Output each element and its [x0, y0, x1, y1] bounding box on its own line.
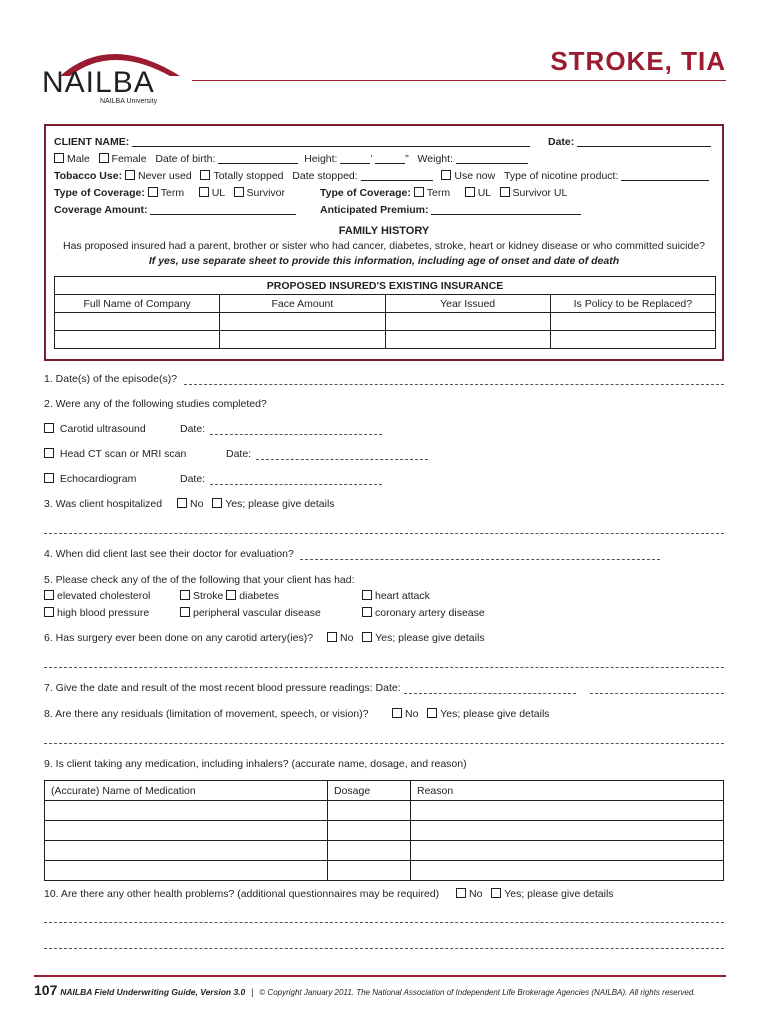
- term2-checkbox[interactable]: [414, 187, 424, 197]
- client-name-label: CLIENT NAME:: [54, 136, 130, 148]
- cell[interactable]: [55, 331, 220, 349]
- survivor-ul-checkbox[interactable]: [500, 187, 510, 197]
- carotid-label: Carotid ultrasound: [59, 423, 146, 435]
- q2-label: 2. Were any of the following studies completed?: [44, 398, 267, 410]
- cell[interactable]: [550, 331, 715, 349]
- echo-date-label: Date:: [180, 473, 206, 485]
- height-in-mark: ”: [405, 153, 409, 165]
- q6-yes-checkbox[interactable]: [362, 632, 372, 642]
- female-label: Female: [111, 153, 147, 165]
- use-now-label: Use now: [454, 170, 496, 182]
- q7-label: 7. Give the date and result of the most recent blood pressure readings: Date:: [44, 682, 401, 694]
- totally-stopped-label: Totally stopped: [213, 170, 284, 182]
- header-year-issued: Year Issued: [385, 295, 550, 313]
- nicotine-type-field[interactable]: [621, 170, 709, 181]
- logo-subtext: NAILBA University: [100, 98, 158, 105]
- cell[interactable]: [45, 801, 328, 821]
- stroke-row: [180, 590, 279, 602]
- client-name-row: [54, 136, 530, 148]
- logo-text: NAILBA: [42, 66, 155, 99]
- tobacco-label: Tobacco Use:: [54, 170, 123, 182]
- heart-attack-row: [362, 590, 430, 602]
- carotid-date-row: [180, 423, 205, 435]
- hbp-row: [44, 607, 149, 619]
- echo-row: [44, 473, 136, 485]
- date-row: [548, 136, 711, 148]
- head-ct-date-row: [226, 448, 251, 460]
- tobacco-row: [54, 170, 709, 182]
- height-ft-mark: ’: [370, 153, 373, 165]
- footer-copyright: © Copyright January 2011. The National Association of Independent Life Brokerage Agencies (NAILBA). All rights reserved.: [259, 988, 696, 997]
- existing-insurance-title: PROPOSED INSURED'S EXISTING INSURANCE: [55, 277, 716, 295]
- q3-details-line[interactable]: [44, 533, 724, 534]
- coverage-type-row-1: [54, 187, 285, 199]
- date-stopped-field[interactable]: [361, 170, 433, 181]
- elev-chol-row: [44, 590, 150, 602]
- existing-insurance-table: [54, 276, 716, 349]
- echo-date-row: [180, 473, 205, 485]
- q8-yes-label: Yes; please give details: [440, 708, 550, 720]
- q3-options: [177, 498, 335, 510]
- diabetes-checkbox[interactable]: [226, 590, 236, 600]
- cell[interactable]: [328, 801, 411, 821]
- q3-yes-checkbox[interactable]: [212, 498, 222, 508]
- table-row: [55, 331, 716, 349]
- weight-field[interactable]: [456, 153, 528, 164]
- heart-attack-label: heart attack: [375, 590, 430, 602]
- head-ct-checkbox[interactable]: [44, 448, 54, 458]
- family-history-title: FAMILY HISTORY: [338, 225, 430, 237]
- cell[interactable]: [220, 313, 385, 331]
- family-history-note: If yes, use separate sheet to provide this information, including age of onset and date of death: [148, 255, 620, 267]
- elev-chol-checkbox[interactable]: [44, 590, 54, 600]
- page-number: 107: [34, 982, 58, 998]
- header-replaced: Is Policy to be Replaced?: [550, 295, 715, 313]
- family-history-question: Has proposed insured had a parent, brother or sister who had cancer, diabetes, stroke, heart or kidney disease or who committed suicide?: [62, 240, 706, 252]
- q10-yes-checkbox[interactable]: [491, 888, 501, 898]
- ul-label: UL: [211, 187, 225, 199]
- cell[interactable]: [45, 861, 328, 881]
- height-in-field[interactable]: [375, 153, 405, 164]
- logo: [40, 38, 190, 108]
- echo-label: Echocardiogram: [59, 473, 137, 485]
- echo-date-field[interactable]: [210, 484, 382, 485]
- q8-label: 8. Are there any residuals (limitation of movement, speech, or vision)?: [44, 708, 369, 720]
- cell[interactable]: [45, 821, 328, 841]
- q3-no-label: No: [190, 498, 204, 510]
- q10-label: 10. Are there any other health problems? (additional questionnaires may be required): [44, 888, 440, 900]
- stroke-checkbox[interactable]: [180, 590, 190, 600]
- hbp-checkbox[interactable]: [44, 607, 54, 617]
- header-reason: Reason: [411, 781, 724, 801]
- q1-row: [44, 373, 177, 385]
- footer: [34, 982, 696, 998]
- weight-label: Weight:: [417, 153, 453, 165]
- q7-date-field[interactable]: [404, 693, 576, 694]
- survivor-ul-label: Survivor UL: [512, 187, 568, 199]
- coverage-amount-label: Coverage Amount:: [54, 204, 148, 216]
- header-rule: [192, 80, 726, 81]
- cad-row: [362, 607, 485, 619]
- cell[interactable]: [411, 821, 724, 841]
- cell[interactable]: [220, 331, 385, 349]
- cad-checkbox[interactable]: [362, 607, 372, 617]
- footer-rule: [34, 975, 726, 977]
- ul2-checkbox[interactable]: [465, 187, 475, 197]
- pvd-label: peripheral vascular disease: [193, 607, 321, 619]
- header-medication-name: (Accurate) Name of Medication: [45, 781, 328, 801]
- use-now-checkbox[interactable]: [441, 170, 451, 180]
- table-row: [45, 861, 724, 881]
- date-stopped-label: Date stopped:: [292, 170, 358, 182]
- header-company: Full Name of Company: [55, 295, 220, 313]
- date-label: Date:: [548, 136, 575, 148]
- table-row: [45, 821, 724, 841]
- footer-separator: |: [251, 987, 254, 997]
- totally-stopped-checkbox[interactable]: [200, 170, 210, 180]
- coverage-type-label-2: Type of Coverage:: [320, 187, 411, 199]
- survivor-checkbox[interactable]: [234, 187, 244, 197]
- q8-no-label: No: [405, 708, 419, 720]
- q3-no-checkbox[interactable]: [177, 498, 187, 508]
- carotid-date-field[interactable]: [210, 434, 382, 435]
- head-ct-row: [44, 448, 186, 460]
- q10-no-label: No: [469, 888, 483, 900]
- q10-yes-label: Yes; please give details: [504, 888, 614, 900]
- head-ct-date-field[interactable]: [256, 459, 428, 460]
- elev-chol-label: elevated cholesterol: [57, 590, 151, 602]
- stroke-label: Stroke: [193, 590, 224, 602]
- height-label: Height:: [304, 153, 338, 165]
- survivor-label: Survivor: [246, 187, 286, 199]
- never-used-checkbox[interactable]: [125, 170, 135, 180]
- date-field[interactable]: [577, 136, 711, 147]
- q1-field[interactable]: [184, 384, 724, 385]
- q8-yes-checkbox[interactable]: [427, 708, 437, 718]
- anticipated-premium-field[interactable]: [431, 204, 581, 215]
- dob-label: Date of birth:: [155, 153, 216, 165]
- coverage-amount-row: [54, 204, 296, 216]
- q6-details-line[interactable]: [44, 667, 724, 668]
- q4-label: 4. When did client last see their doctor for evaluation?: [44, 548, 294, 560]
- q10-no-checkbox[interactable]: [456, 888, 466, 898]
- table-row: [45, 841, 724, 861]
- carotid-row: [44, 423, 146, 435]
- q7-result-field[interactable]: [590, 693, 724, 694]
- cell[interactable]: [411, 861, 724, 881]
- q10-details-line-2[interactable]: [44, 948, 724, 949]
- coverage-amount-field[interactable]: [150, 204, 296, 215]
- header-dosage: Dosage: [328, 781, 411, 801]
- coverage-type-row-2: [320, 187, 567, 199]
- q10-row: [44, 888, 439, 900]
- q6-no-label: No: [340, 632, 354, 644]
- medication-table: [44, 780, 724, 881]
- cell[interactable]: [55, 313, 220, 331]
- q6-options: [327, 632, 485, 644]
- q8-row: [44, 708, 369, 720]
- cad-label: coronary artery disease: [375, 607, 485, 619]
- cell[interactable]: [328, 821, 411, 841]
- q6-yes-label: Yes; please give details: [375, 632, 485, 644]
- carotid-date-label: Date:: [180, 423, 206, 435]
- head-ct-date-label: Date:: [226, 448, 252, 460]
- cell[interactable]: [411, 801, 724, 821]
- sex-dob-row: [54, 153, 528, 165]
- header-face-amount: Face Amount: [220, 295, 385, 313]
- table-row: [45, 801, 724, 821]
- q3-row: [44, 498, 162, 510]
- q6-row: [44, 632, 313, 644]
- term-checkbox[interactable]: [148, 187, 158, 197]
- pvd-row: [180, 607, 321, 619]
- head-ct-label: Head CT scan or MRI scan: [59, 448, 187, 460]
- ul-checkbox[interactable]: [199, 187, 209, 197]
- hbp-label: high blood pressure: [57, 607, 150, 619]
- client-name-field[interactable]: [132, 136, 530, 147]
- q9-label: 9. Is client taking any medication, including inhalers? (accurate name, dosage, and reason): [44, 758, 467, 770]
- carotid-checkbox[interactable]: [44, 423, 54, 433]
- q8-details-line[interactable]: [44, 743, 724, 744]
- q6-no-checkbox[interactable]: [327, 632, 337, 642]
- echo-checkbox[interactable]: [44, 473, 54, 483]
- cell[interactable]: [45, 841, 328, 861]
- cell[interactable]: [411, 841, 724, 861]
- table-row: [55, 313, 716, 331]
- q10-details-line-1[interactable]: [44, 922, 724, 923]
- male-checkbox[interactable]: [54, 153, 64, 163]
- dob-field[interactable]: [218, 153, 298, 164]
- anticipated-premium-row: [320, 204, 581, 216]
- footer-guide: NAILBA Field Underwriting Guide, Version 3.0: [60, 987, 246, 997]
- cell[interactable]: [328, 841, 411, 861]
- q4-field[interactable]: [300, 559, 660, 560]
- male-label: Male: [67, 153, 90, 165]
- coverage-type-label: Type of Coverage:: [54, 187, 145, 199]
- anticipated-premium-label: Anticipated Premium:: [320, 204, 429, 216]
- diabetes-label: diabetes: [239, 590, 279, 602]
- cell[interactable]: [550, 313, 715, 331]
- nicotine-type-label: Type of nicotine product:: [503, 170, 619, 182]
- q10-options: [456, 888, 614, 900]
- cell[interactable]: [385, 313, 550, 331]
- q3-yes-label: Yes; please give details: [225, 498, 335, 510]
- heart-attack-checkbox[interactable]: [362, 590, 372, 600]
- never-used-label: Never used: [138, 170, 192, 182]
- ul2-label: UL: [477, 187, 491, 199]
- q8-no-checkbox[interactable]: [392, 708, 402, 718]
- q3-label: 3. Was client hospitalized: [44, 498, 163, 510]
- q1-label: 1. Date(s) of the episode(s)?: [44, 373, 178, 385]
- female-checkbox[interactable]: [99, 153, 109, 163]
- q5-label: 5. Please check any of the of the following that your client has had:: [44, 574, 355, 586]
- cell[interactable]: [385, 331, 550, 349]
- height-ft-field[interactable]: [340, 153, 373, 165]
- term-label: Term: [160, 187, 185, 199]
- q6-label: 6. Has surgery ever been done on any carotid artery(ies)?: [44, 632, 314, 644]
- cell[interactable]: [328, 861, 411, 881]
- term2-label: Term: [426, 187, 451, 199]
- pvd-checkbox[interactable]: [180, 607, 190, 617]
- page-title: STROKE, TIA: [550, 46, 726, 76]
- q8-options: [392, 708, 550, 720]
